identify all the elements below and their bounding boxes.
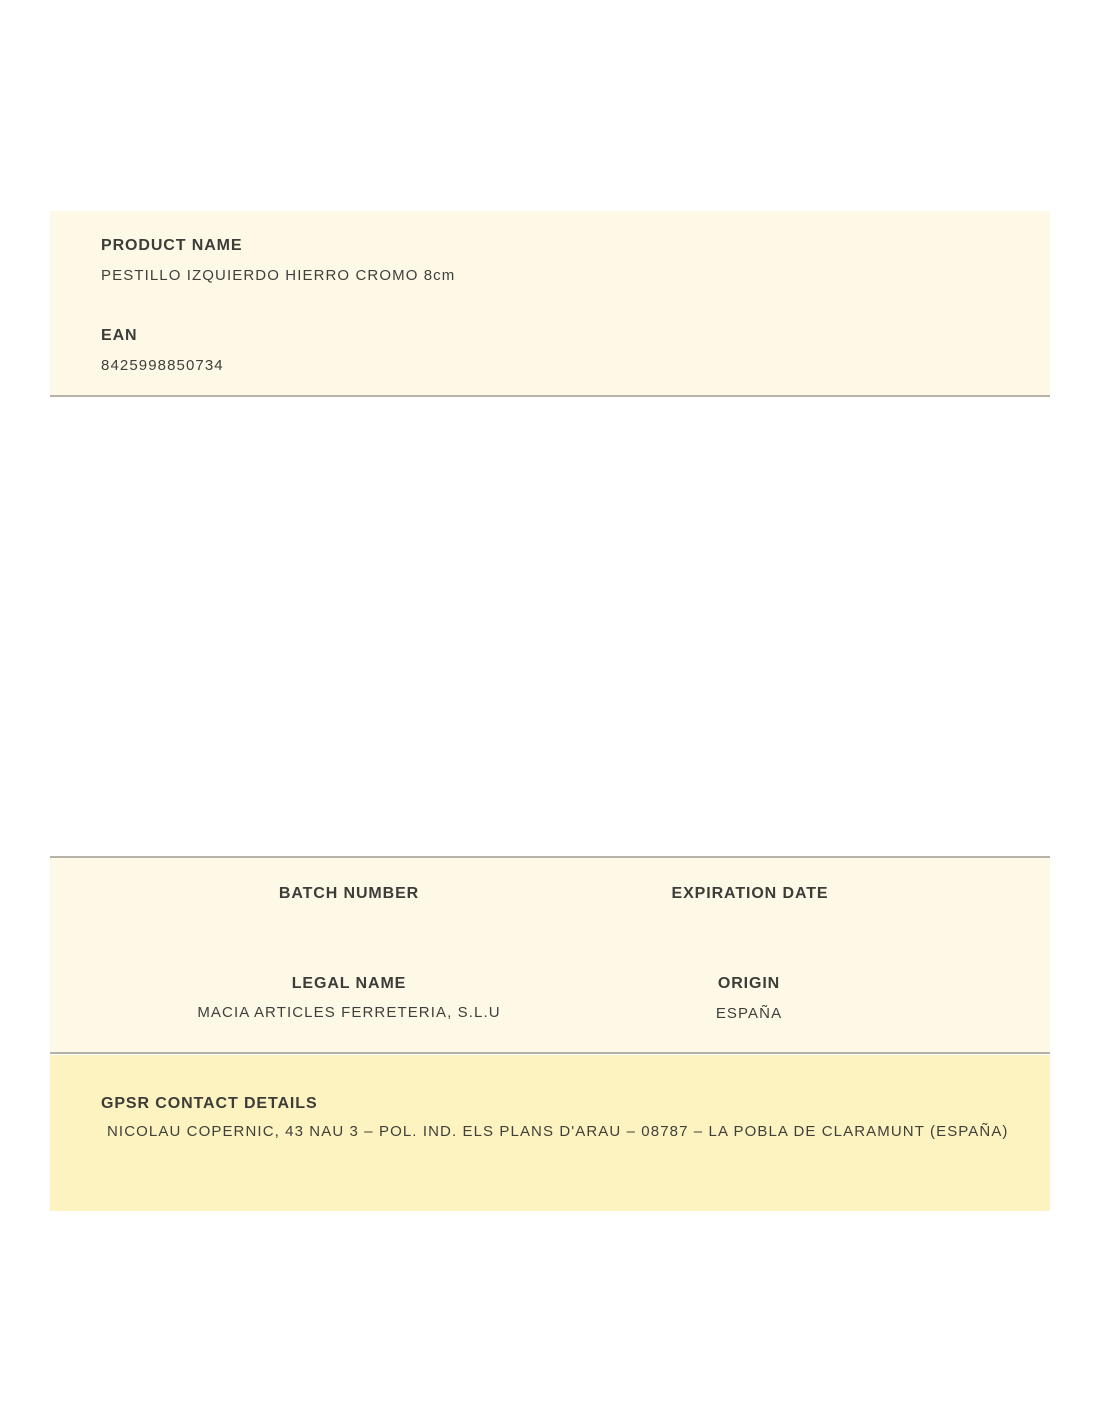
gpsr-contact-label: GPSR CONTACT DETAILS [101, 1095, 318, 1112]
expiration-date-label: EXPIRATION DATE [671, 885, 829, 902]
product-name-value: PESTILLO IZQUIERDO HIERRO CROMO 8cm [101, 267, 456, 284]
ean-value: 8425998850734 [101, 357, 224, 374]
ean-label: EAN [101, 327, 138, 344]
product-name-label: PRODUCT NAME [101, 237, 243, 254]
origin-value: ESPAÑA [715, 1005, 783, 1022]
legal-name-value: MACIA ARTICLES FERRETERIA, S.L.U [197, 1004, 501, 1021]
legal-name-label: LEGAL NAME [291, 975, 407, 992]
gpsr-contact-value: NICOLAU COPERNIC, 43 NAU 3 – POL. IND. ELS PLANS D'ARAU – 08787 – LA POBLA DE CLARAMUNT (ESPAÑA) [107, 1123, 1009, 1140]
origin-label: ORIGIN [717, 975, 781, 992]
product-details-section [50, 856, 1050, 1054]
product-info-section [50, 211, 1050, 397]
gpsr-contact-section [50, 1055, 1050, 1211]
batch-number-label: BATCH NUMBER [278, 885, 420, 902]
